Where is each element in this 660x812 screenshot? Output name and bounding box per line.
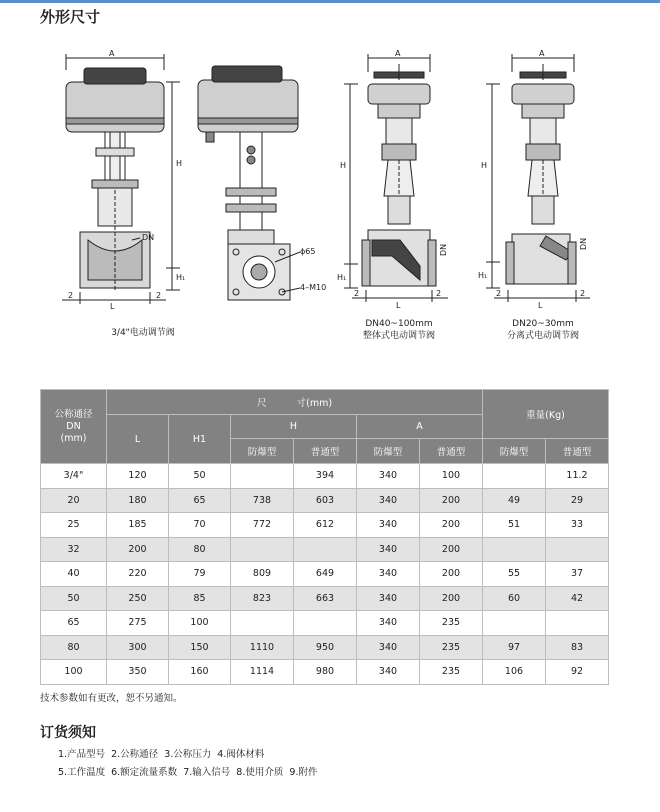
dim-label-h: H <box>481 161 488 170</box>
caption-integral-valve: DN40~100mm 整体式电动调节阀 <box>362 319 435 341</box>
table-cell: 55 <box>483 562 546 587</box>
header-h-standard: 普通型 <box>294 439 357 464</box>
disclaimer-note: 技术参数如有更改，恕不另通知。 <box>40 693 183 704</box>
dim-label-a: A <box>395 49 401 58</box>
table-cell: 100 <box>41 660 107 685</box>
dim-label-dn: DN <box>439 243 448 256</box>
dim-label-dn: DN <box>579 237 588 250</box>
dim-label-h1: H₁ <box>176 273 186 282</box>
table-row <box>41 488 609 513</box>
dimension-table <box>40 389 609 685</box>
table-cell: 70 <box>169 513 231 538</box>
header-h-explosion-proof: 防爆型 <box>231 439 294 464</box>
table-cell: 340 <box>357 635 420 660</box>
table-cell <box>483 611 546 636</box>
header-l: L <box>107 415 169 464</box>
header-a: A <box>357 415 483 439</box>
dim-label-gap-left: 2 <box>68 291 74 300</box>
table-cell: 100 <box>169 611 231 636</box>
table-cell: 300 <box>107 635 169 660</box>
table-cell: 340 <box>357 537 420 562</box>
table-row <box>41 635 609 660</box>
table-cell: 3/4" <box>41 464 107 489</box>
header-weight-standard: 普通型 <box>546 439 609 464</box>
table-cell: 340 <box>357 611 420 636</box>
table-cell: 42 <box>546 586 609 611</box>
table-cell: 29 <box>546 488 609 513</box>
table-cell <box>546 611 609 636</box>
table-cell: 32 <box>41 537 107 562</box>
table-cell: 11.2 <box>546 464 609 489</box>
table-cell: 340 <box>357 464 420 489</box>
table-cell: 980 <box>294 660 357 685</box>
table-cell <box>294 611 357 636</box>
dim-label-l: L <box>110 302 115 311</box>
header-weight-explosion-proof: 防爆型 <box>483 439 546 464</box>
table-cell: 92 <box>546 660 609 685</box>
table-cell: 185 <box>107 513 169 538</box>
dim-label-gap-left: 2 <box>496 289 502 298</box>
table-cell: 80 <box>169 537 231 562</box>
table-cell: 37 <box>546 562 609 587</box>
table-cell: 200 <box>107 537 169 562</box>
table-cell: 50 <box>41 586 107 611</box>
table-cell: 200 <box>420 586 483 611</box>
dim-label-gap-right: 2 <box>436 289 442 298</box>
table-cell <box>483 537 546 562</box>
table-cell: 738 <box>231 488 294 513</box>
caption-separate-valve: DN20~30mm 分离式电动调节阀 <box>506 319 579 341</box>
table-cell: 340 <box>357 488 420 513</box>
table-cell: 97 <box>483 635 546 660</box>
table-cell: 20 <box>41 488 107 513</box>
table-cell: 40 <box>41 562 107 587</box>
table-row <box>41 537 609 562</box>
table-cell: 100 <box>420 464 483 489</box>
table-cell: 65 <box>169 488 231 513</box>
table-cell: 340 <box>357 660 420 685</box>
table-row <box>41 513 609 538</box>
table-cell: 275 <box>107 611 169 636</box>
table-cell: 200 <box>420 488 483 513</box>
table-cell: 150 <box>169 635 231 660</box>
table-cell: 340 <box>357 562 420 587</box>
dim-label-l: L <box>396 301 401 310</box>
table-row <box>41 660 609 685</box>
table-cell <box>546 537 609 562</box>
dim-label-h1: H₁ <box>478 271 488 280</box>
header-weight: 重量(Kg) <box>483 390 609 439</box>
dim-label-h: H <box>176 159 183 168</box>
table-cell <box>231 464 294 489</box>
table-cell: 160 <box>169 660 231 685</box>
bore-diameter-label: ϕ65 <box>300 247 316 256</box>
table-cell: 200 <box>420 537 483 562</box>
header-h: H <box>231 415 357 439</box>
table-cell: 180 <box>107 488 169 513</box>
dim-label-h: H <box>340 161 347 170</box>
table-cell: 79 <box>169 562 231 587</box>
table-cell: 65 <box>41 611 107 636</box>
drawing-separate-valve <box>486 54 590 302</box>
dim-label-gap-right: 2 <box>580 289 586 298</box>
table-cell: 1114 <box>231 660 294 685</box>
header-a-standard: 普通型 <box>420 439 483 464</box>
top-accent-line <box>0 0 660 3</box>
table-cell: 823 <box>231 586 294 611</box>
table-cell: 772 <box>231 513 294 538</box>
table-cell: 85 <box>169 586 231 611</box>
table-cell: 33 <box>546 513 609 538</box>
table-cell: 200 <box>420 513 483 538</box>
header-dn: 公称通径 DN (mm) <box>41 390 107 464</box>
ordering-line-2: 5.工作温度 6.额定流量系数 7.输入信号 8.使用介质 9.附件 <box>58 767 318 778</box>
table-cell: 649 <box>294 562 357 587</box>
table-cell: 250 <box>107 586 169 611</box>
table-cell: 235 <box>420 635 483 660</box>
dim-label-a: A <box>109 49 115 58</box>
table-cell: 950 <box>294 635 357 660</box>
table-cell: 612 <box>294 513 357 538</box>
table-row <box>41 611 609 636</box>
drawing-side-view <box>198 66 300 300</box>
table-cell: 106 <box>483 660 546 685</box>
dimension-table-body <box>41 464 609 685</box>
dim-label-l: L <box>538 301 543 310</box>
dim-label-h1: H₁ <box>337 273 347 282</box>
dim-label-a: A <box>539 49 545 58</box>
table-cell: 603 <box>294 488 357 513</box>
table-cell <box>483 464 546 489</box>
ordering-title: 订货须知 <box>40 725 96 741</box>
table-cell: 83 <box>546 635 609 660</box>
dim-label-gap-right: 2 <box>156 291 162 300</box>
valve-dimension-drawings <box>0 28 660 348</box>
table-cell: 663 <box>294 586 357 611</box>
table-cell: 50 <box>169 464 231 489</box>
table-cell: 340 <box>357 586 420 611</box>
table-row <box>41 464 609 489</box>
table-cell: 51 <box>483 513 546 538</box>
caption-3-4-valve: 3/4"电动调节阀 <box>111 328 175 338</box>
table-cell <box>294 537 357 562</box>
table-cell: 235 <box>420 611 483 636</box>
table-cell: 120 <box>107 464 169 489</box>
table-cell: 60 <box>483 586 546 611</box>
table-cell: 350 <box>107 660 169 685</box>
table-cell: 80 <box>41 635 107 660</box>
table-cell <box>231 611 294 636</box>
table-cell: 49 <box>483 488 546 513</box>
page-title: 外形尺寸 <box>40 8 101 26</box>
table-cell: 394 <box>294 464 357 489</box>
table-cell: 1110 <box>231 635 294 660</box>
table-cell: 235 <box>420 660 483 685</box>
dim-label-gap-left: 2 <box>354 289 360 298</box>
table-cell: 25 <box>41 513 107 538</box>
table-row <box>41 586 609 611</box>
table-cell: 200 <box>420 562 483 587</box>
drawing-integral-valve <box>344 54 448 302</box>
table-cell: 220 <box>107 562 169 587</box>
table-cell: 809 <box>231 562 294 587</box>
header-dimensions: 尺 寸(mm) <box>107 390 483 415</box>
table-row <box>41 562 609 587</box>
header-a-explosion-proof: 防爆型 <box>357 439 420 464</box>
header-h1: H1 <box>169 415 231 464</box>
bolt-size-label: 4–M10 <box>300 283 327 292</box>
table-cell: 340 <box>357 513 420 538</box>
dim-label-dn: DN <box>142 233 155 242</box>
ordering-line-1: 1.产品型号 2.公称通径 3.公称压力 4.阀体材料 <box>58 749 265 760</box>
table-cell <box>231 537 294 562</box>
